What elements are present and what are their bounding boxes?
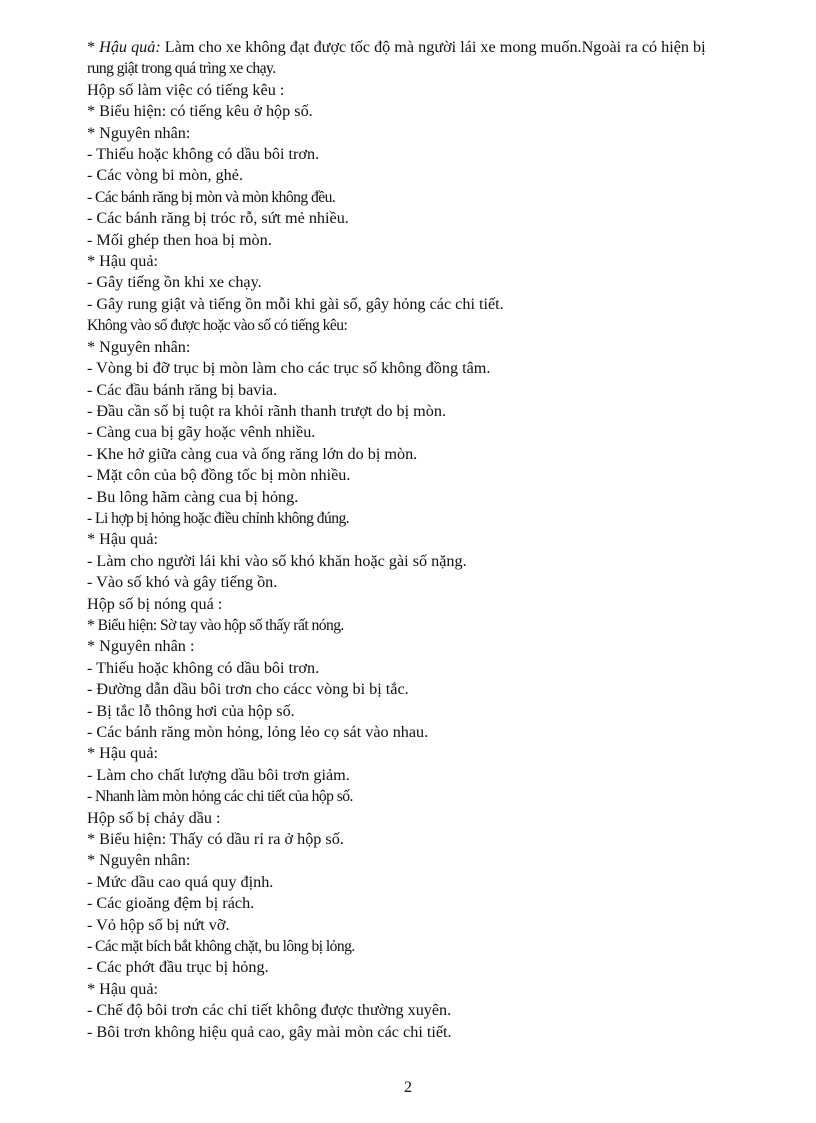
text-line: - Các đầu bánh răng bị bavia.: [87, 380, 278, 399]
text-line: - Các gioăng đệm bị rách.: [87, 894, 255, 913]
page-number: 2: [404, 1079, 412, 1096]
text-line: - Mối ghép then hoa bị mòn.: [87, 230, 272, 249]
heading-overheat: Hộp số bị nóng quá :: [87, 594, 223, 613]
text-line: * Nguyên nhân :: [87, 637, 195, 656]
document-body: [87, 37, 759, 1043]
text-line: * Nguyên nhân:: [87, 123, 191, 142]
text-line: - Các bánh răng bị mòn và mòn không đều.: [87, 188, 336, 206]
text-line: * Hậu quả:: [87, 744, 159, 763]
intro-continuation: rung giật trong quá trìng xe chạy.: [87, 60, 276, 78]
text-line: - Làm cho chất lượng dầu bôi trơn giảm.: [87, 765, 350, 784]
text-line: * Biểu hiện: có tiếng kêu ở hộp số.: [87, 102, 313, 121]
text-line: * Nguyên nhân:: [87, 851, 191, 870]
text-line: - Bị tắc lỗ thông hơi của hộp số.: [87, 701, 295, 720]
text-line: - Bôi trơn không hiệu quả cao, gây mài mòn các chi tiết.: [87, 1022, 452, 1041]
text-line: - Bu lông hãm càng cua bị hỏng.: [87, 487, 299, 506]
heading-oil-leak: Hộp số bị chảy dầu :: [87, 808, 221, 827]
text-line: - Các mặt bích bắt không chặt, bu lông bị lỏng.: [87, 938, 355, 956]
text-line: - Càng cua bị gãy hoặc vênh nhiều.: [87, 423, 316, 442]
text-line: * Hậu quả:: [87, 530, 159, 549]
intro-text: Làm cho xe không đạt được tốc độ mà người lái xe mong muốn.Ngoài ra có hiện bị: [160, 38, 706, 56]
text-line: * Nguyên nhân:: [87, 337, 191, 356]
heading-gear-shift: Không vào số được hoặc vào số có tiếng kêu:: [87, 317, 348, 335]
text-line: * Hậu quả:: [87, 979, 159, 998]
text-line: - Gây tiếng ồn khi xe chạy.: [87, 273, 262, 292]
text-line: - Gây rung giật và tiếng ồn mỗi khi gài số, gây hỏng các chi tiết.: [87, 294, 504, 313]
text-line: - Các bánh răng mòn hỏng, lỏng lẻo cọ sát vào nhau.: [87, 723, 429, 741]
text-line: - Vào số khó và gây tiếng ồn.: [87, 573, 278, 592]
text-line: - Mức dầu cao quá quy định.: [87, 872, 274, 891]
text-line: - Thiếu hoặc không có dầu bôi trơn.: [87, 145, 320, 164]
intro-line: * Hậu quả: Làm cho xe không đạt được tốc độ mà người lái xe mong muốn.Ngoài ra có hiện bị: [87, 38, 706, 56]
heading-noisy: Hộp số làm việc có tiếng kêu :: [87, 80, 285, 99]
text-line: - Đường dẫn dầu bôi trơn cho cácc vòng bi bị tắc.: [87, 680, 409, 699]
text-line: - Các bánh răng bị tróc rỗ, sứt mẻ nhiều.: [87, 209, 349, 228]
text-line: * Biểu hiện: Sờ tay vào hộp số thấy rất nóng.: [87, 616, 344, 634]
text-line: - Chế độ bôi trơn các chi tiết không được thường xuyên.: [87, 1001, 452, 1020]
text-line: * Biểu hiện: Thấy có dầu rỉ ra ở hộp số.: [87, 830, 344, 849]
text-line: - Li hợp bị hỏng hoặc điều chỉnh không đúng.: [87, 509, 350, 527]
text-line: - Các vòng bi mòn, ghẻ.: [87, 166, 244, 185]
text-line: - Làm cho người lái khi vào số khó khăn hoặc gài số nặng.: [87, 551, 467, 570]
text-line: - Vòng bi đỡ trục bị mòn làm cho các trục số không đồng tâm.: [87, 359, 491, 378]
text-line: - Các phớt đầu trục bị hỏng.: [87, 958, 269, 977]
text-line: - Nhanh làm mòn hỏng các chi tiết của hộp số.: [87, 788, 353, 806]
text-line: - Đầu cần số bị tuột ra khỏi rãnh thanh trượt do bị mòn.: [87, 401, 447, 420]
text-line: - Thiếu hoặc không có dầu bôi trơn.: [87, 658, 320, 677]
text-line: - Khe hở giữa càng cua và ống răng lớn do bị mòn.: [87, 444, 418, 463]
text-line: * Hậu quả:: [87, 252, 159, 271]
text-line: - Vỏ hộp số bị nứt vỡ.: [87, 915, 230, 934]
intro-label: Hậu quả:: [99, 38, 161, 56]
text-line: - Mặt côn của bộ đồng tốc bị mòn nhiều.: [87, 466, 351, 485]
